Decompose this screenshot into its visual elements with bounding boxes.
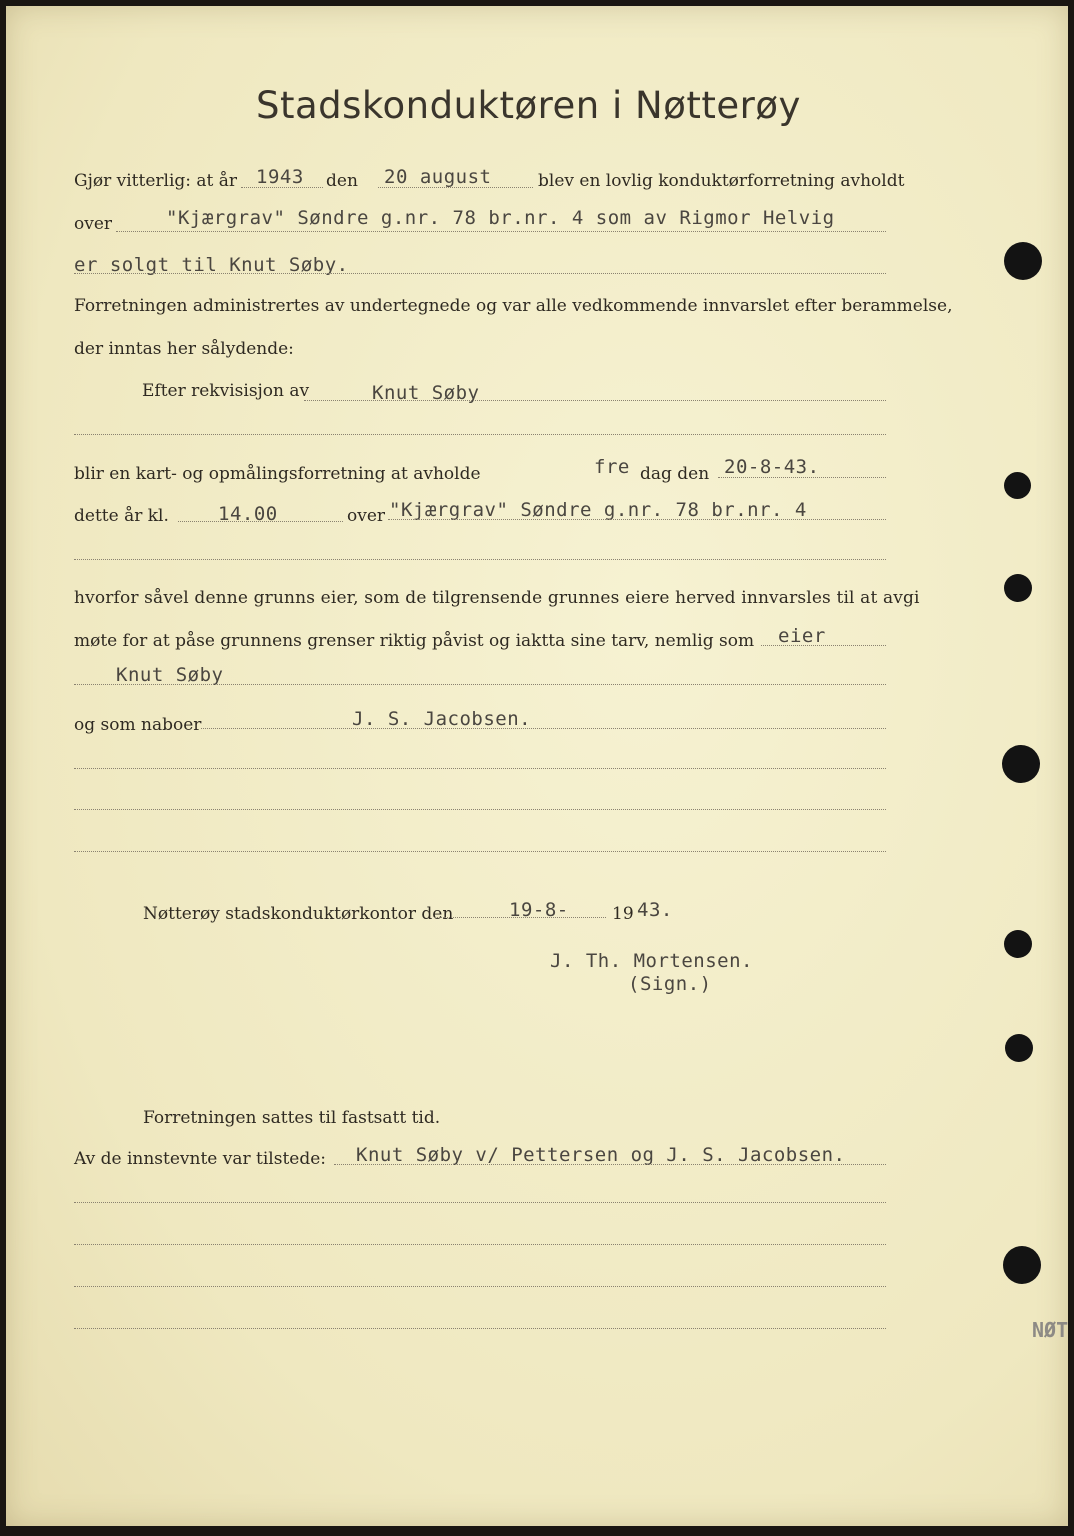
- dotted-line: [241, 187, 323, 188]
- punch-hole: [1004, 574, 1032, 602]
- weekday-value: fre: [594, 456, 630, 478]
- administered-line-1: Forretningen administrertes av undertegnede og var alle vedkommende innvarslet efter berammelse,: [74, 296, 953, 316]
- dotted-line: [116, 231, 886, 232]
- requisitioner-value: Knut Søby: [372, 382, 480, 404]
- dotted-line: [74, 684, 886, 685]
- present-value: Knut Søby v/ Pettersen og J. S. Jacobsen.: [356, 1144, 846, 1166]
- administered-line-2: der inntas her sålydende:: [74, 339, 294, 359]
- over-label: over: [74, 214, 113, 234]
- edge-text: NØT: [1032, 1318, 1069, 1342]
- dotted-line: [201, 728, 886, 729]
- requisition-label: Efter rekvisisjon av: [142, 381, 310, 401]
- date-value: 20 august: [384, 166, 492, 188]
- den-label: den: [326, 171, 358, 191]
- dotted-line: [74, 1244, 886, 1245]
- office-label: Nøtterøy stadskonduktørkontor den: [143, 904, 454, 924]
- signature-note: (Sign.): [628, 973, 712, 995]
- punch-hole: [1005, 1034, 1033, 1062]
- over-label-2: over: [347, 506, 386, 526]
- meeting-date-value: 20-8-43.: [724, 456, 820, 478]
- dotted-line: [388, 519, 886, 520]
- dotted-line: [74, 1286, 886, 1287]
- dag-den-label: dag den: [640, 464, 710, 484]
- dotted-line: [761, 645, 886, 646]
- punch-hole: [1002, 745, 1040, 783]
- role-value: eier: [778, 625, 826, 647]
- subject-line-2: er solgt til Knut Søby.: [74, 254, 349, 276]
- dotted-line: [334, 1164, 886, 1165]
- time-label: dette år kl.: [74, 506, 169, 526]
- signatory-name: J. Th. Mortensen.: [550, 950, 753, 972]
- year-value: 1943: [256, 166, 304, 188]
- punch-hole: [1004, 242, 1042, 280]
- office-century: 19: [612, 904, 634, 924]
- dotted-line: [74, 434, 886, 435]
- proceedings-label: Forretningen sattes til fastsatt tid.: [143, 1108, 441, 1128]
- office-date-value: 19-8-: [509, 899, 569, 921]
- dotted-line: [378, 187, 533, 188]
- property-value: "Kjærgrav" Søndre g.nr. 78 br.nr. 4: [389, 499, 807, 521]
- dotted-line: [74, 1202, 886, 1203]
- blev-label: blev en lovlig konduktørforretning avholdt: [538, 171, 905, 191]
- subject-line-1: "Kjærgrav" Søndre g.nr. 78 br.nr. 4 som av Rigmor Helvig: [166, 207, 835, 229]
- owner-value: Knut Søby: [116, 664, 224, 686]
- punch-hole: [1004, 472, 1031, 499]
- neighbor-label: og som naboer: [74, 715, 202, 735]
- neighbor-value: J. S. Jacobsen.: [352, 708, 532, 730]
- dotted-line: [74, 768, 886, 769]
- dotted-line: [74, 1328, 886, 1329]
- survey-label: blir en kart- og opmålingsforretning at avholde: [74, 464, 481, 484]
- punch-hole: [1004, 930, 1032, 958]
- notice-line: hvorfor såvel denne grunns eier, som de tilgrensende grunnes eiere herved innvarsles til at avgi: [74, 588, 920, 608]
- intro-label: Gjør vitterlig: at år: [74, 171, 238, 191]
- time-value: 14.00: [218, 503, 278, 525]
- office-year-value: 43.: [637, 899, 673, 921]
- dotted-line: [74, 809, 886, 810]
- dotted-line: [74, 273, 886, 274]
- dotted-line: [434, 917, 606, 918]
- dotted-line: [74, 851, 886, 852]
- dotted-line: [718, 477, 886, 478]
- present-label: Av de innstevnte var tilstede:: [74, 1149, 327, 1169]
- dotted-line: [304, 400, 886, 401]
- page-title: Stadskonduktøren i Nøtterøy: [256, 84, 801, 127]
- dotted-line: [178, 521, 343, 522]
- dotted-line: [74, 559, 886, 560]
- meeting-line: møte for at påse grunnens grenser riktig påvist og iaktta sine tarv, nemlig som: [74, 631, 755, 651]
- punch-hole: [1003, 1246, 1041, 1284]
- document-page: [6, 6, 1068, 1526]
